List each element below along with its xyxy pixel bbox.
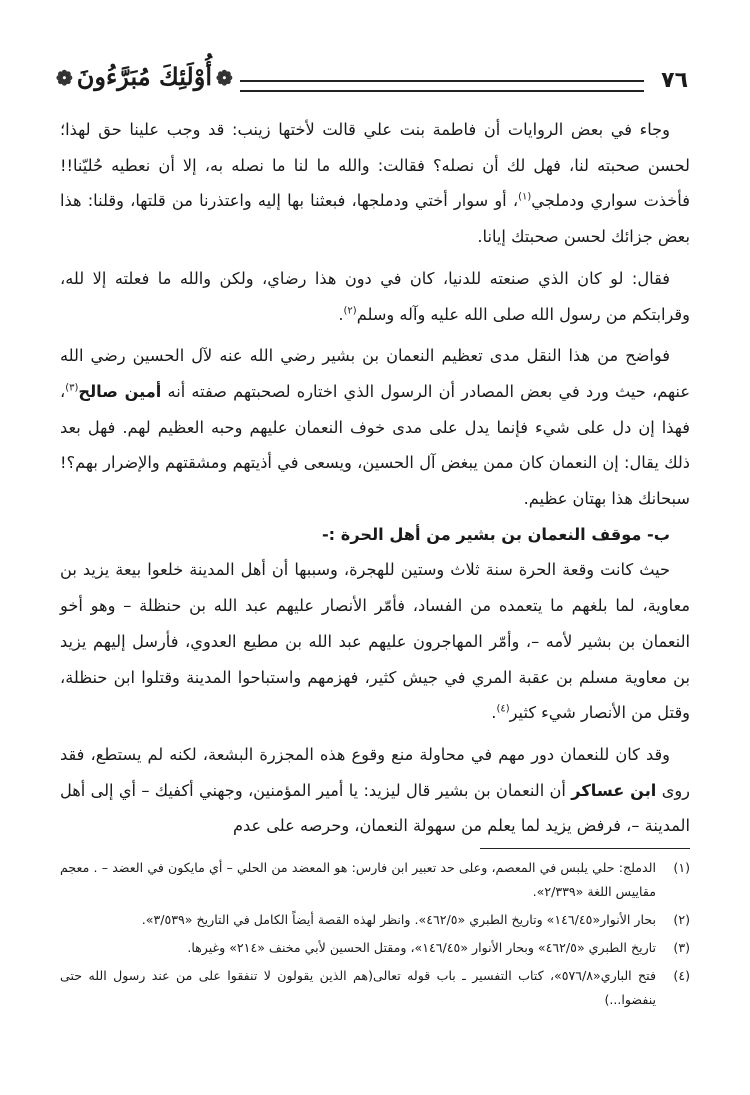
paragraph-2-text: فقال: لو كان الذي صنعته للدنيا، كان في دون هذا رضاي، ولكن والله ما فعلته إلا لله، وقرابتكم من رسول الله صلى الله عليه وآله وسلم bbox=[60, 268, 690, 324]
footnote-ref-3: (٣) bbox=[65, 382, 79, 394]
page-number: ٧٦ bbox=[661, 68, 688, 93]
footnote-3 bbox=[60, 936, 690, 960]
footnote-number: (٢) bbox=[673, 912, 690, 927]
paragraph-4-end: . bbox=[491, 703, 497, 723]
paragraph-3-text-2: ، فهذا إن دل على شيء فإنما يدل على مدى خوف النعمان عليهم وحبه العظيم لهم. فهل بعد ذلك يقال: إن النعمان كان ممن يبغض آل الحسين، ويسعى في أذيتهم ومشقتهم والإضرار بهم؟! سبحانك هذا بهتان عظيم. bbox=[60, 381, 690, 509]
paragraph-2-end: . bbox=[338, 304, 344, 324]
paragraph-5-text-2: أن النعمان بن بشير قال ليزيد: يا أمير المؤمنين، وجهني أكفيك – أي إلى أهل المدينة –، فرفض يزيد لما يعلم من سهولة النعمان، وحرصه على عدم bbox=[60, 780, 690, 836]
ornament-right-icon: ❁ bbox=[216, 66, 233, 90]
footnote-text: الدملج: حلي يلبس في المعصم، وعلى حد تعبير ابن فارس: هو المعضد من الحلي – أي مايكون في العضد – . معجم مقاييس اللغة «٢/٣٣٩». bbox=[60, 860, 656, 899]
section-subheading: ب- موقف النعمان بن بشير من أهل الحرة :- bbox=[321, 524, 670, 544]
footnote-text: فتح الباري«٥٧٦/٨»، كتاب التفسير ـ باب قوله تعالى(هم الذين يقولون لا تنفقوا على من عند رسول الله حتى ينفضوا...) bbox=[60, 968, 656, 1007]
paragraph-5-bold: ابن عساكر bbox=[571, 780, 657, 800]
footnote-1 bbox=[60, 856, 690, 904]
paragraph-2 bbox=[60, 261, 690, 332]
paragraph-4 bbox=[60, 552, 690, 731]
book-title: أُوْلَئِكَ مُبَرَّءُونَ bbox=[76, 62, 212, 91]
paragraph-5-text: وقد كان للنعمان دور مهم في محاولة منع وقوع هذه المجزرة البشعة، لكنه لم يستطع، فقد روى bbox=[60, 744, 690, 800]
header-rule bbox=[240, 80, 644, 92]
paragraph-1-end: ، أو سوار أختي ودملجها، فبعثنا بها إليه واعتذرنا من قلتها، وقلنا: هذا بعض جزائك لحسن صحبتك إيانا. bbox=[60, 191, 690, 247]
paragraph-4-text: حيث كانت وقعة الحرة سنة ثلاث وستين للهجرة، وسببها أن أهل المدينة خلعوا بيعة يزيد بن معاوية، لما بلغهم ما يتعمده من الفساد، فأمّر الأنصار عليهم عبد الله بن حنظلة – وهو أخو النعمان بن بشير لأمه –، وأمّر المهاجرون عليهم عبد الله بن مطيع العدوي، فأرسل إليهم يزيد بن معاوية مسلم بن عقبة المري في جيش كثير، فهزمهم واستباحوا المدينة وقتلوا ابن حنظلة، وقتل من الأنصار شيء كثير bbox=[60, 560, 690, 723]
footnote-separator bbox=[480, 848, 690, 849]
footnote-ref-4: (٤) bbox=[496, 703, 510, 715]
paragraph-1 bbox=[60, 112, 690, 255]
footnote-text: بحار الأنوار«١٤٦/٤٥» وتاريخ الطبري «٤٦٢/٥». وانظر لهذه القصة أيضاً الكامل في التاريخ «٣/٥٣٩». bbox=[141, 912, 656, 927]
paragraph-1-text: وجاء في بعض الروايات أن فاطمة بنت علي قالت لأختها زينب: قد وجب علينا حق لهذا؛ لحسن صحبته لنا، فهل لك أن نصله؟ فقالت: والله ما لنا ما نصله به، إلا أن نعطيه حُليّنا!! فأخذت سواري ودملجي bbox=[60, 120, 690, 211]
paragraph-3 bbox=[60, 338, 690, 517]
footnote-ref-1: (١) bbox=[518, 192, 532, 204]
body-text bbox=[60, 112, 690, 844]
footnote-ref-2: (٢) bbox=[343, 305, 357, 317]
footnote-text: تاريخ الطبري «٤٦٢/٥» وبحار الأنوار «١٤٦/٤٥»، ومقتل الحسين لأبي مخنف «٢١٤» وغيرها. bbox=[187, 940, 656, 955]
footnotes bbox=[60, 856, 690, 1016]
paragraph-3-text: فواضح من هذا النقل مدى تعظيم النعمان بن بشير رضي الله عنه لآل الحسين رضي الله عنهم، حيث ورد في بعض المصادر أن الرسول الذي اختاره لصحبتهم صفته أنه bbox=[60, 346, 690, 401]
footnote-2 bbox=[60, 908, 690, 932]
page-header bbox=[40, 62, 688, 102]
footnote-number: (٣) bbox=[673, 940, 690, 955]
footnote-4 bbox=[60, 964, 690, 1012]
ornament-left-icon: ❁ bbox=[56, 66, 73, 90]
footnote-number: (١) bbox=[673, 860, 690, 875]
paragraph-5 bbox=[60, 737, 690, 844]
paragraph-3-bold: أمين صالح bbox=[78, 381, 162, 401]
book-title-ornament bbox=[52, 62, 237, 91]
footnote-number: (٤) bbox=[673, 968, 690, 983]
